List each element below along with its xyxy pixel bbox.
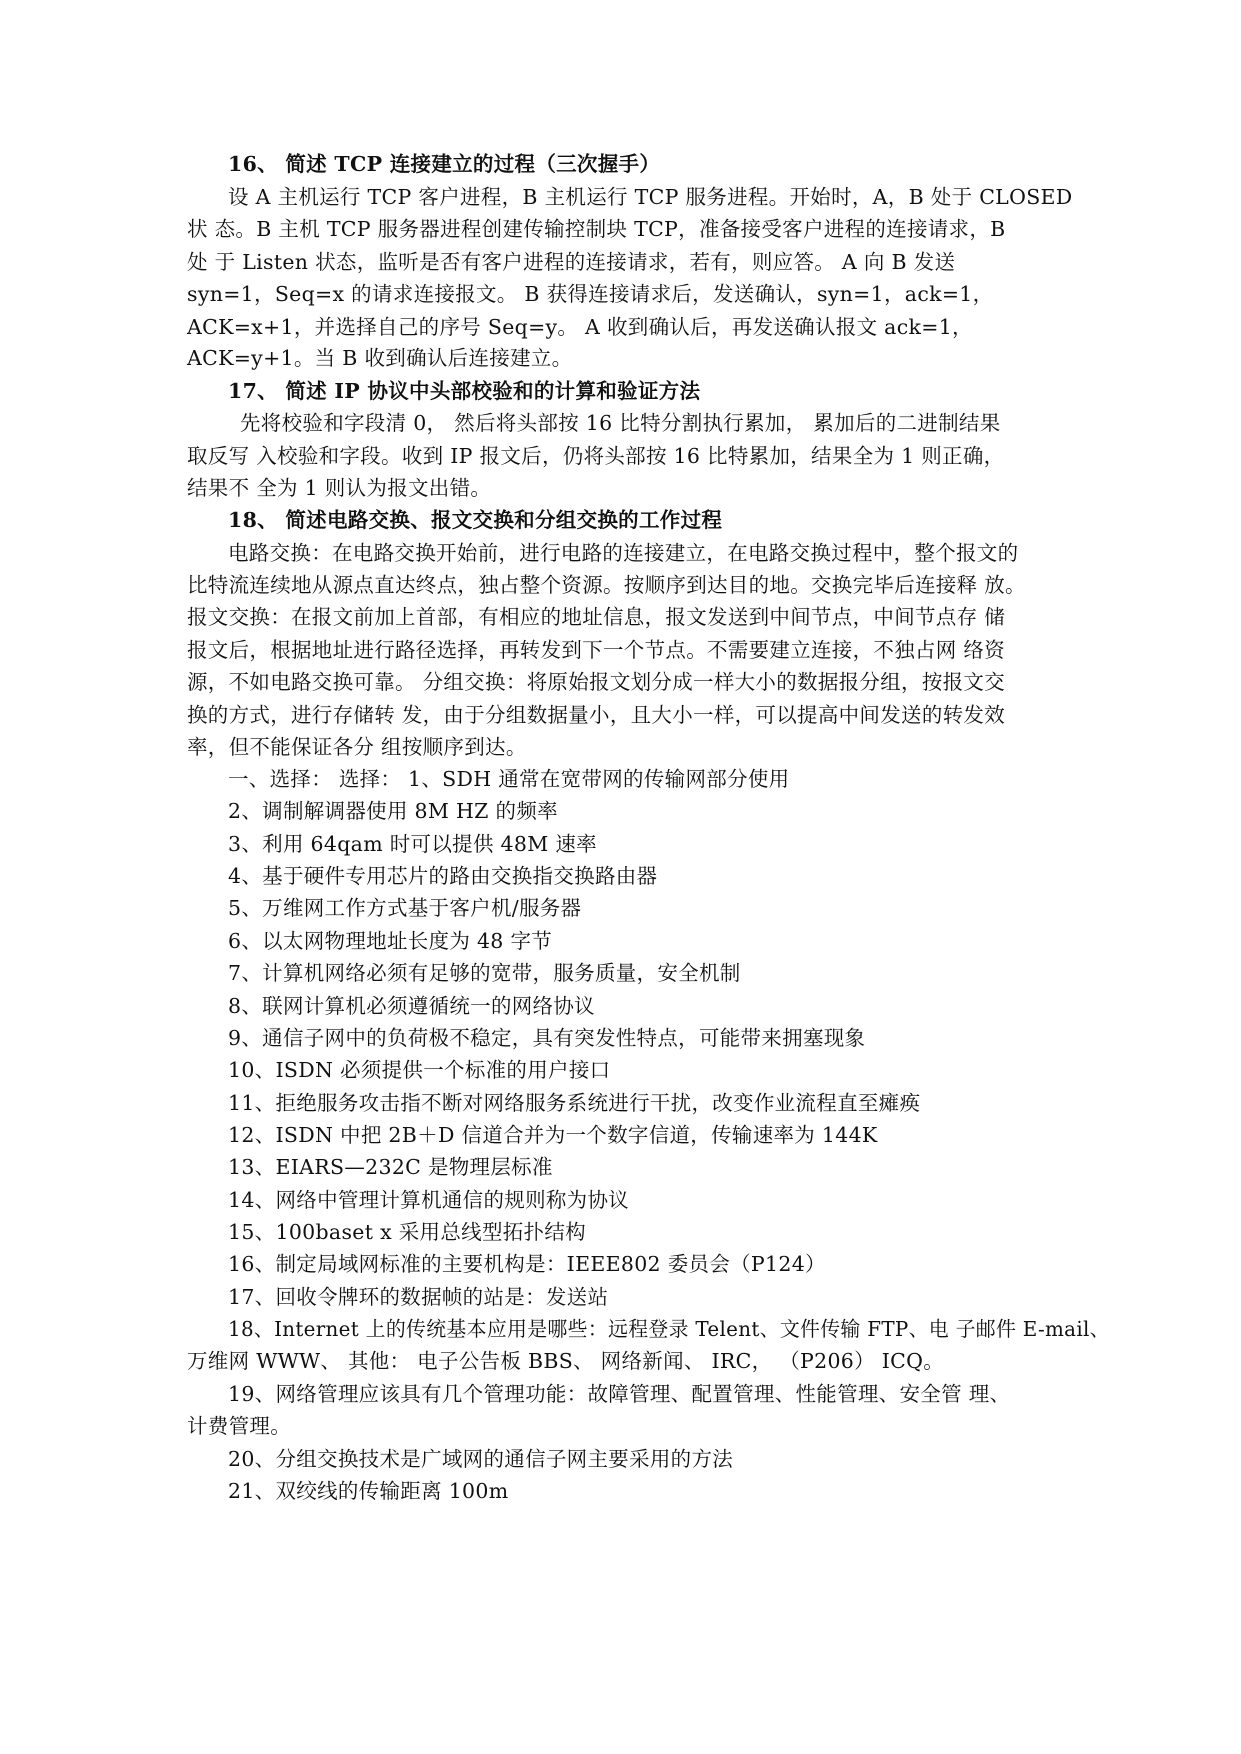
list-item: 21、双绞线的传输距离 100m — [228, 1479, 509, 1503]
paragraph-line: 设 A 主机运行 TCP 客户进程，B 主机运行 TCP 服务进程。开始时，A，B 处于 CLOSED — [228, 185, 1073, 209]
list-item: 18、Internet 上的传统基本应用是哪些：远程登录 Telent、文件传输 FTP、电 子邮件 E-mail、 — [228, 1317, 1110, 1341]
list-item: 11、拒绝服务攻击指不断对网络服务系统进行干扰，改变作业流程直至瘫痪 — [228, 1091, 921, 1115]
list-item: 6、以太网物理地址长度为 48 字节 — [228, 929, 553, 953]
paragraph-line: syn=1，Seq=x 的请求连接报文。 B 获得连接请求后，发送确认，syn=1，ack=1， — [187, 282, 994, 306]
list-item: 17、回收令牌环的数据帧的站是：发送站 — [228, 1285, 609, 1309]
list-item: 10、ISDN 必须提供一个标准的用户接口 — [228, 1058, 611, 1082]
list-item: 14、网络中管理计算机通信的规则称为协议 — [228, 1188, 630, 1212]
paragraph-line: 取反写 入校验和字段。收到 IP 报文后，仍将头部按 16 比特累加，结果全为 1 则正确， — [187, 444, 1005, 468]
paragraph-line: 先将校验和字段清 0， 然后将头部按 16 比特分割执行累加， 累加后的二进制结果 — [240, 411, 1001, 435]
list-item: 万维网 WWW、 其他： 电子公告板 BBS、 网络新闻、 IRC， （P206） ICQ。 — [187, 1349, 945, 1373]
list-item: 12、ISDN 中把 2B＋D 信道合并为一个数字信道，传输速率为 144K — [228, 1123, 878, 1147]
list-item: 8、联网计算机必须遵循统一的网络协议 — [228, 994, 595, 1018]
paragraph-line: 报文交换：在报文前加上首部，有相应的地址信息，报文发送到中间节点，中间节点存 储 — [187, 605, 1006, 629]
list-item: 13、EIARS—232C 是物理层标准 — [228, 1155, 553, 1179]
list-item: 一、选择： 选择： 1、SDH 通常在宽带网的传输网部分使用 — [228, 767, 790, 791]
paragraph-line: 源，不如电路交换可靠。 分组交换：将原始报文划分成一样大小的数据报分组，按报文交 — [187, 670, 1006, 694]
section-heading-17: 17、 简述 IP 协议中头部校验和的计算和验证方法 — [228, 379, 701, 403]
list-item: 7、计算机网络必须有足够的宽带，服务质量，安全机制 — [228, 961, 741, 985]
list-item: 2、调制解调器使用 8M HZ 的频率 — [228, 799, 558, 823]
list-item: 19、网络管理应该具有几个管理功能：故障管理、配置管理、性能管理、安全管 理、 — [228, 1382, 1011, 1406]
paragraph-line: ACK=y+1。当 B 收到确认后连接建立。 — [187, 346, 573, 370]
paragraph-line: 状 态。B 主机 TCP 服务器进程创建传输控制块 TCP，准备接受客户进程的连接请求，B — [187, 217, 1006, 241]
paragraph-line: 换的方式，进行存储转 发，由于分组数据量小，且大小一样，可以提高中间发送的转发效 — [187, 703, 1006, 727]
paragraph-line: 处 于 Listen 状态，监听是否有客户进程的连接请求，若有，则应答。 A 向 B 发送 — [187, 250, 956, 274]
paragraph-line: ACK=x+1，并选择自己的序号 Seq=y。 A 收到确认后，再发送确认报文 ack=1， — [187, 315, 973, 339]
section-heading-18: 18、 简述电路交换、报文交换和分组交换的工作过程 — [228, 508, 723, 532]
list-item: 5、万维网工作方式基于客户机/服务器 — [228, 896, 582, 920]
list-item: 计费管理。 — [187, 1414, 291, 1438]
paragraph-line: 电路交换：在电路交换开始前，进行电路的连接建立，在电路交换过程中，整个报文的 — [228, 541, 1019, 565]
list-item: 4、基于硬件专用芯片的路由交换指交换路由器 — [228, 864, 658, 888]
list-item: 16、制定局域网标准的主要机构是：IEEE802 委员会（P124） — [228, 1252, 826, 1276]
section-heading-16: 16、 简述 TCP 连接建立的过程（三次握手） — [228, 152, 661, 176]
paragraph-line: 比特流连续地从源点直达终点，独占整个资源。按顺序到达目的地。交换完毕后连接释 放。 — [187, 573, 1026, 597]
paragraph-line: 率，但不能保证各分 组按顺序到达。 — [187, 735, 527, 759]
list-item: 9、通信子网中的负荷极不稳定，具有突发性特点，可能带来拥塞现象 — [228, 1026, 866, 1050]
list-item: 15、100baset x 采用总线型拓扑结构 — [228, 1220, 586, 1244]
paragraph-line: 结果不 全为 1 则认为报文出错。 — [187, 476, 492, 500]
list-item: 20、分组交换技术是广域网的通信子网主要采用的方法 — [228, 1447, 734, 1471]
paragraph-line: 报文后，根据地址进行路径选择，再转发到下一个节点。不需要建立连接，不独占网 络资 — [187, 638, 1006, 662]
list-item: 3、利用 64qam 时可以提供 48M 速率 — [228, 832, 597, 856]
